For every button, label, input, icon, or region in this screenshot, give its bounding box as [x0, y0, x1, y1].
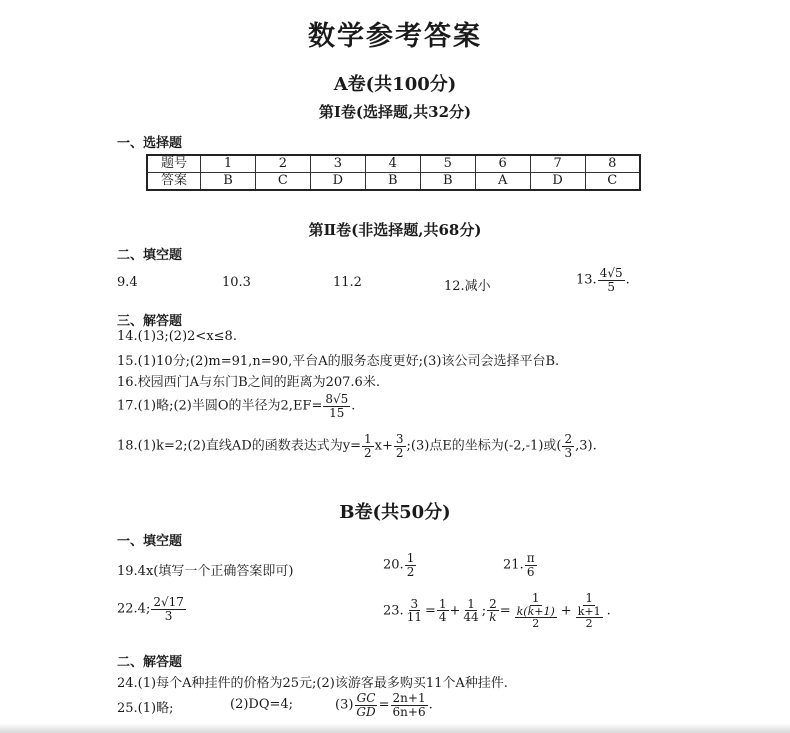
b-section-solve: 二、解答题 [117, 655, 183, 670]
q18-f2-num: 3 [395, 432, 404, 446]
table-cell: D [310, 173, 365, 191]
part2-heading: 第Ⅱ卷(非选择题,共68分) [308, 221, 482, 239]
table-cell: 2 [255, 155, 310, 173]
table-cell: 8 [585, 155, 640, 173]
q25-eq: = [378, 697, 390, 713]
answer-q17 [117, 393, 355, 419]
b-section-fill: 一、填空题 [117, 534, 183, 549]
answer-q11: 11.2 [333, 275, 362, 290]
q21-numerator: π [526, 551, 535, 565]
q13-fraction [598, 267, 625, 293]
table-cell: A [475, 173, 530, 191]
table-cell: D [530, 173, 585, 191]
q25-part1: 25.(1)略; [117, 701, 174, 716]
answer-q9: 9.4 [117, 275, 138, 290]
q23-fraction-b [437, 598, 449, 624]
q23-a-den: 11 [406, 610, 422, 625]
table-cell: 5 [420, 155, 475, 173]
section-choice: 一、选择题 [117, 136, 183, 151]
answer-q22 [117, 596, 187, 622]
answer-q14: 14.(1)3;(2)2<x≤8. [117, 329, 237, 344]
q25-end: . [428, 697, 433, 713]
q20-prefix: 20. [383, 557, 404, 573]
q25-part3-label: (3) [335, 697, 354, 713]
q23-f-den [573, 606, 606, 630]
q23-plus2: + [560, 603, 572, 619]
table-cell: 3 [310, 155, 365, 173]
section-solve: 三、解答题 [117, 314, 183, 329]
table-row-label: 答案 [147, 173, 201, 191]
answer-q15: 15.(1)10分;(2)m=91,n=90,平台A的服务态度更好;(3)该公司会选择平台B. [117, 354, 560, 369]
table-row-label: 题号 [147, 155, 201, 173]
q18-text-a: 18.(1)k=2;(2)直线AD的函数表达式为y= [117, 438, 361, 454]
q23-b-num: 1 [438, 596, 447, 611]
q20-numerator: 1 [406, 551, 415, 565]
q20-denominator: 2 [406, 564, 415, 579]
answer-q19: 19.4x(填写一个正确答案即可) [117, 564, 294, 579]
answer-table [146, 154, 641, 191]
table-cell: 4 [365, 155, 420, 173]
q23-fraction-d [487, 598, 499, 624]
q17-text: 17.(1)略;(2)半圆O的半径为2,EF= [117, 398, 323, 414]
q17-numerator: 8√5 [325, 392, 349, 406]
q25-fraction-1 [354, 692, 377, 718]
q23-e-inner-den: 2 [532, 617, 540, 631]
q13-suffix: . [625, 272, 630, 288]
q22-prefix: 22.4; [117, 601, 151, 617]
answer-q12: 12.减小 [444, 279, 491, 294]
table-cell: B [201, 173, 256, 191]
q18-f3-num: 2 [564, 432, 573, 446]
q23-d-den: k [489, 610, 497, 625]
q23-e-inner [515, 606, 557, 630]
q23-c-den: 44 [463, 610, 479, 625]
q23-prefix: 23. [383, 603, 404, 619]
q13-denominator: 5 [607, 279, 615, 294]
q22-fraction [151, 596, 186, 622]
section-fill: 二、填空题 [117, 248, 183, 263]
q20-fraction [405, 552, 417, 578]
table-cell: C [585, 173, 640, 191]
q18-f1-den: 2 [363, 445, 372, 460]
q18-fraction-2 [394, 433, 406, 459]
q18-f2-den: 2 [395, 445, 404, 460]
q23-c-num: 1 [467, 596, 475, 611]
table-cell: C [255, 173, 310, 191]
q17-fraction [323, 393, 350, 419]
q21-prefix: 21. [503, 557, 524, 573]
answer-q16: 16.校园西门A与东门B之间的距离为207.6米. [117, 375, 380, 390]
table-row [147, 173, 640, 191]
q23-f-num: 1 [585, 591, 593, 605]
q13-prefix: 13. [576, 272, 597, 288]
q23-fraction-a [405, 598, 424, 624]
q23-eq: = [424, 603, 436, 619]
q18-text-b: x+ [374, 438, 393, 454]
q21-denominator: 6 [526, 564, 535, 579]
answer-q25 [117, 697, 173, 716]
part1-heading: 第Ⅰ卷(选择题,共32分) [318, 103, 472, 121]
q25-f2-num: 2n+1 [392, 691, 426, 705]
q25-f2-den: 6n+6 [392, 704, 426, 719]
q23-f-inner [576, 606, 603, 630]
table-cell: B [420, 173, 475, 191]
q23-e-inner-num: k(k+1) [516, 604, 555, 618]
q18-f3-den: 3 [564, 445, 573, 460]
q22-numerator: 2√17 [153, 595, 184, 609]
q17-denominator: 15 [329, 405, 345, 420]
q23-f-inner-den: 2 [585, 617, 593, 631]
q25-fraction-2 [391, 692, 428, 718]
answer-q13 [576, 267, 630, 293]
table-cell: B [365, 173, 420, 191]
q23-fraction-e [512, 592, 560, 630]
volume-a-heading: A卷(共100分) [333, 74, 457, 95]
q25-f1-den: GD [356, 704, 376, 719]
q23-d-num: 2 [489, 596, 497, 611]
answer-q18 [117, 433, 597, 459]
answer-q25-part3 [335, 692, 433, 718]
q23-end: . [606, 603, 611, 619]
q18-fraction-1 [362, 433, 374, 459]
table-cell: 6 [475, 155, 530, 173]
q23-e-num: 1 [531, 591, 540, 605]
q18-fraction-3 [562, 433, 574, 459]
page-bottom-shadow [0, 723, 790, 733]
table-cell: 7 [530, 155, 585, 173]
q23-e-den [512, 606, 560, 630]
q18-f1-num: 1 [363, 432, 372, 446]
page-title: 数学参考答案 [308, 21, 482, 52]
answer-q24: 24.(1)每个A种挂件的价格为25元;(2)该游客最多购买11个A种挂件. [117, 676, 508, 691]
q23-eq2: = [499, 603, 511, 619]
answer-q10: 10.3 [222, 275, 251, 290]
q22-denominator: 3 [164, 608, 173, 623]
table-row [147, 155, 640, 173]
q21-fraction [525, 552, 537, 578]
q23-plus: + [449, 603, 461, 619]
q17-suffix: . [351, 398, 356, 414]
q23-b-den: 4 [438, 610, 447, 625]
answer-q23 [383, 592, 611, 630]
q25-f1-num: GC [356, 691, 376, 705]
q18-text-c: ;(3)点E的坐标为(-2,-1)或( [406, 438, 562, 454]
q18-text-d: ,3). [575, 438, 597, 454]
q13-numerator: 4√5 [599, 266, 623, 280]
q23-a-num: 3 [410, 596, 419, 611]
answer-q21 [503, 552, 538, 578]
q23-fraction-c [461, 598, 480, 624]
q23-f-inner-num: k+1 [577, 604, 601, 618]
table-cell: 1 [201, 155, 256, 173]
q23-semi: ; [481, 603, 487, 619]
answer-q25-part2: (2)DQ=4; [230, 697, 294, 712]
answer-q20 [383, 552, 417, 578]
volume-b-heading: B卷(共50分) [339, 502, 451, 523]
q23-fraction-f [573, 592, 606, 630]
